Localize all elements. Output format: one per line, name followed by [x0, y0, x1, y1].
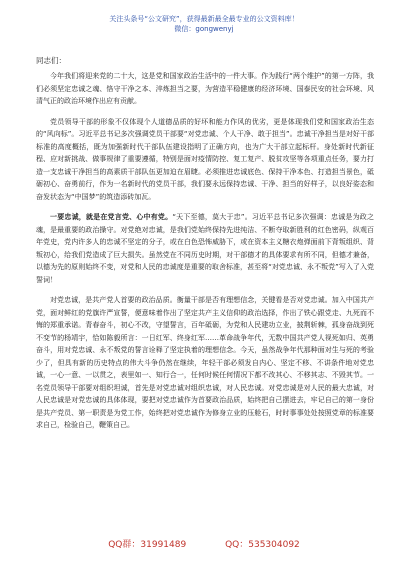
paragraph	[36, 70, 374, 108]
paragraph	[36, 116, 374, 204]
greeting: 同志们：	[36, 56, 66, 65]
paragraph	[36, 294, 374, 432]
paragraph	[36, 211, 374, 286]
paragraph-text: 今年我们将迎来党的二十大，这是党和国家政治生活中的一件大事。作为践行“两个维护”的第一方阵，我们必须坚定忠诚之魂、恪守干净之本、淬炼担当之要，为营造平稳健康的经济环境、国泰民安的社会环境、风清气正的政治环境作出应有贡献。	[36, 72, 374, 105]
header-banner	[0, 14, 408, 34]
paragraph-lead: 一要忠诚，就是在党言党、心中有党。	[50, 213, 173, 221]
paragraph-text: “天下至德，莫大于忠”。习近平总书记多次强调：忠诚是为政之魂，是最重要的政治操守。对党绝对忠诚，是我们党始终保持先进纯洁、不断夺取新胜利的红色密码，纵观百年党史，党内许多人的忠诚不坚定的分子，或在白色恐怖威胁下，或在资本主义糖衣炮弹面前下背叛组织、背叛初心，给我们党造成了巨大损失。虽然党在不同历史时期，对干部德才的具体要求有所不同，但德才兼备，以德为先的原则始终不变，对党和人民的忠诚度是重要的取舍标准，甚至将“对党忠诚、永不叛党”写入了入党誓词！	[36, 213, 374, 284]
qq-number-label: QQ：535304092	[225, 540, 300, 550]
banner-line-2: 微信：gongwenyj	[174, 25, 234, 33]
document-body	[36, 70, 374, 440]
banner-line-1: 关注头条号“公文研究”，获得最新最全最专业的公文资料库！	[109, 15, 299, 23]
qq-group-label: QQ群：31991489	[108, 540, 187, 550]
paragraph-text: 对党忠诚，是共产党人首要的政治品质。衡量干部是否有理想信念，关键看是否对党忠诚。加入中国共产党，面对鲜红的党旗许严宣誓，便意味着作出了坚定共产主义信仰的政治选择，作出了铁心跟党走、九死而不悔的郑重承诺。青春奋斗，初心不改，守望誓言，百年砥砺，为党和人民建功立业，披荆斩棘，孤身奋战到死不变节的杨靖宇，恰如陈毅所言：一日红军、终身红军……革命战争年代，无数中国共产党人视死如归、英勇奋斗，用对党忠诚、永不叛党的誓言诠释了坚定执着的理想信念。今天，虽然战争年代那种面对生与死的考验少了，但具有新的历史特点的伟大斗争仍然在继续，年轻干部必须发自内心、坚定不移、不讲条件地对党忠诚，一心一意、一以贯之，表里如一、知行合一，任何时候任何情况下都不改其心、不移其志、不毁其节。一名党员领导干部要对组织坦诚，首先是对党忠诚对组织忠诚，对人民忠诚。对党忠诚是对人民的最大忠诚，对人民忠诚是对党忠诚的具体体现，要把对党忠诚作为首要政治品质，始终把自己摆进去，牢记自己的第一身份是共产党员、第一职责是为党工作，始终把对党忠诚作为修身立业的压舱石，时时事事处处按照党章的标准要求自己，检验自己，鞭策自己。	[36, 296, 374, 429]
paragraph-text: 党员领导干部的形象不仅体现个人道德品质的好坏和能力作风的优劣，更是体现我们党和国家政治生态的“风向标”。习近平总书记多次强调党员干部要“对党忠诚、个人干净、敢于担当”。忠诚干净担当是对好干部标准的高度概括，既为加强新时代干部队伍建设指明了正确方向，也为广大干部立起标杆。身处新时代新征程、应对新挑战、做事规律了重要遵循，特别是面对疫情防控、复工复产、脱贫攻坚等各项重点任务，要力打造一支忠诚干净担当的高素质干部队伍更加迫在眉睫。必须推进忠诚底色、保持干净本色、打造担当景色，砥砺初心、奋勇前行，作为一名新时代的党员干部，我们要永远保持忠诚、干净、担当的好样子，以良好姿态和奋发状态为“中国梦”的筑造添砖加瓦。	[36, 117, 374, 201]
footer-contact	[0, 537, 408, 550]
